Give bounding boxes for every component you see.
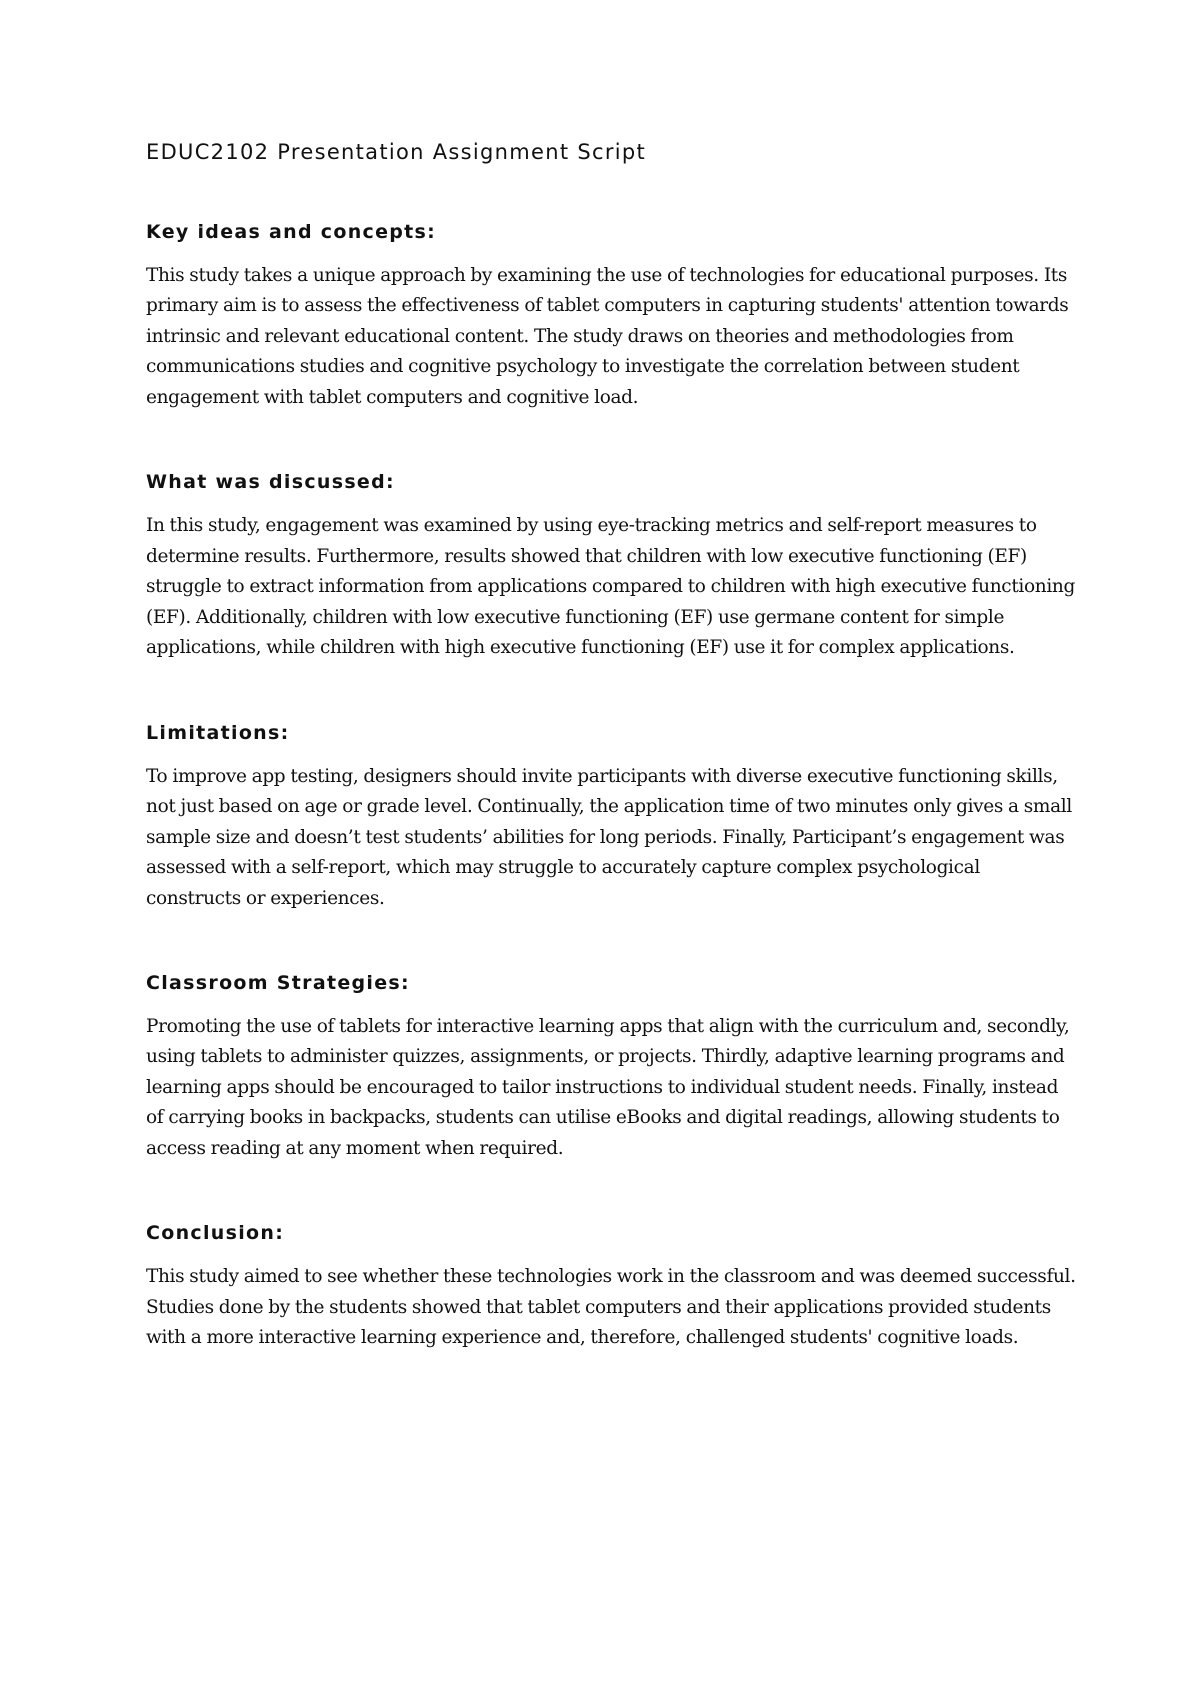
section-heading: Key ideas and concepts:: [146, 221, 437, 244]
section-paragraph: This study takes a unique approach by examining the use of technologies for educational purposes. Its primary aim is to assess the effectiveness of tablet computers in capturing students' attention towards intrinsic and relevant educational content. The study draws on theories and methodologies from communications studies and cognitive psychology to investigate the correlation between student engagement with tablet computers and cognitive load.: [146, 264, 1069, 408]
section-classroom-strategies: [146, 972, 1076, 1164]
section-conclusion: [146, 1222, 1076, 1353]
section-paragraph: This study aimed to see whether these technologies work in the classroom and was deemed successful. Studies done by the students showed that tablet computers and their applications provided students with a more interactive learning experience and, therefore, challenged students' cognitive loads.: [146, 1266, 1076, 1349]
section-limitations: [146, 722, 1076, 914]
section-key-ideas: [146, 221, 1076, 413]
section-what-was-discussed: [146, 471, 1076, 663]
document-content: [146, 140, 1076, 1412]
section-heading: Limitations:: [146, 721, 290, 744]
section-heading: Classroom Strategies:: [146, 972, 410, 995]
section-paragraph: To improve app testing, designers should invite participants with diverse executive functioning skills, not just based on age or grade level. Continually, the application time of two minutes only gives a small sample size and doesn’t test students’ abilities for long periods. Finally, Participant’s engagement was assessed with a self-report, which may struggle to accurately capture complex psychological constructs or experiences.: [146, 765, 1072, 909]
section-paragraph: In this study, engagement was examined by using eye-tracking metrics and self-report measures to determine results. Furthermore, results showed that children with low executive functioning (EF) struggle to extract information from applications compared to children with high executive functioning (EF). Additionally, children with low executive functioning (EF) use germane content for simple applications, while children with high executive functioning (EF) use it for complex applications.: [146, 515, 1075, 659]
document-title: EDUC2102 Presentation Assignment Script: [146, 140, 647, 164]
section-heading: Conclusion:: [146, 1222, 285, 1245]
section-heading: What was discussed:: [146, 471, 395, 494]
section-paragraph: Promoting the use of tablets for interactive learning apps that align with the curriculum and, secondly, using tablets to administer quizzes, assignments, or projects. Thirdly, adaptive learning programs and learning apps should be encouraged to tailor instructions to individual student needs. Finally, instead of carrying books in backpacks, students can utilise eBooks and digital readings, allowing students to access reading at any moment when required.: [146, 1015, 1070, 1159]
